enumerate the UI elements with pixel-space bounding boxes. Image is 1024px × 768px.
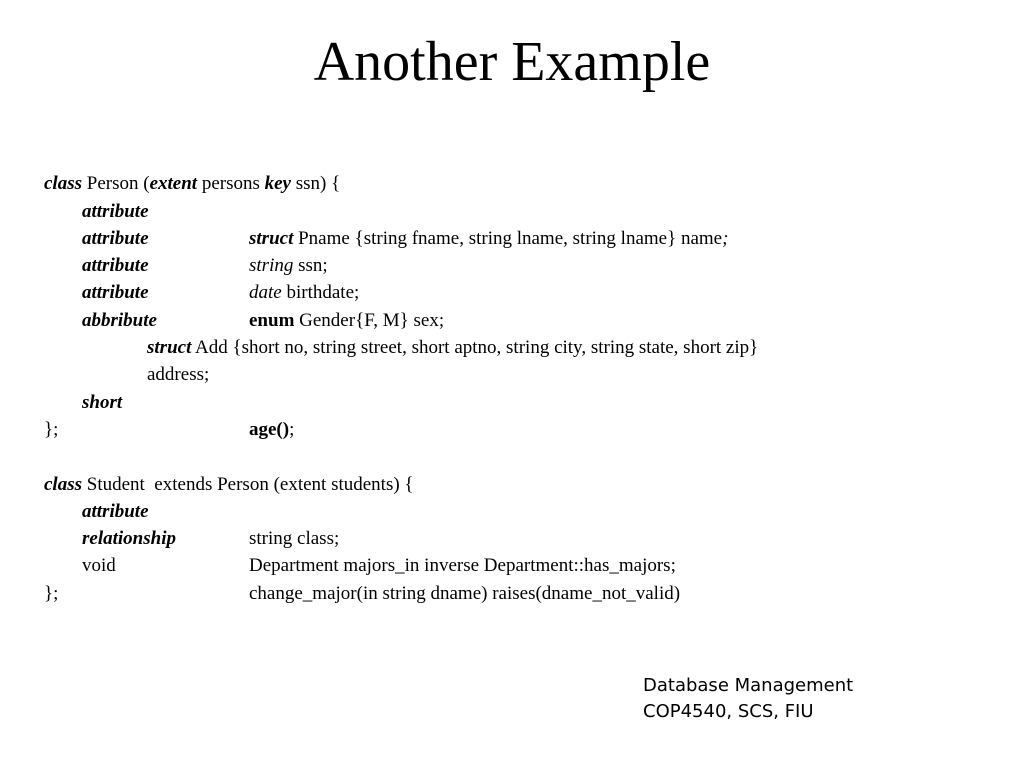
keyword-extent: extent [149, 173, 198, 195]
text: }; [44, 418, 59, 440]
text: change_major(in string dname) raises(dname_not_valid) [249, 582, 681, 604]
type-date: date [249, 282, 282, 304]
keyword-void: void [82, 555, 116, 577]
text: persons [197, 173, 265, 195]
keyword-abbribute: abbribute [82, 309, 157, 331]
keyword-key: key [264, 173, 291, 195]
text: ; [289, 418, 295, 440]
keyword-attribute: attribute [82, 255, 149, 277]
type-string: string [249, 255, 294, 277]
keyword-short: short [82, 391, 123, 413]
keyword-attribute: attribute [82, 282, 149, 304]
text: Pname {string fname, string lname, string lname} name [293, 227, 723, 249]
student-class-header [44, 443, 414, 495]
text: birthdate; [281, 282, 360, 304]
text: Department majors_in inverse Department::has_majors; [249, 555, 676, 577]
text: Person ( [82, 173, 150, 195]
footer [643, 673, 853, 725]
text: ssn; [293, 255, 328, 277]
code-block [44, 143, 759, 604]
keyword-enum: enum [249, 309, 295, 331]
class-close [44, 552, 63, 604]
footer-course: Database Management [643, 675, 854, 696]
keyword-attribute: attribute [82, 227, 149, 249]
text: Add {short no, string street, short aptno, string city, string state, short zip} [191, 337, 759, 359]
method-name: age() [249, 418, 290, 440]
text: Student extends Person (extent students) { [82, 473, 414, 495]
keyword-attribute: attribute [82, 500, 149, 522]
person-class-header [44, 143, 341, 195]
class-close [44, 389, 63, 440]
keyword-attribute: attribute [82, 200, 149, 222]
text: }; [44, 582, 59, 604]
text: string class; [249, 528, 340, 550]
footer-school: COP4540, SCS, FIU [643, 701, 814, 722]
keyword-relationship: relationship [82, 528, 176, 550]
keyword-class: class [44, 173, 82, 195]
keyword-struct: struct [249, 227, 294, 249]
text: address; [147, 364, 210, 386]
text: ssn) { [291, 173, 341, 195]
slide-title: Another Example [313, 31, 711, 93]
keyword-struct: struct [147, 337, 192, 359]
text: Gender{F, M} sex; [294, 309, 445, 331]
text: ; [722, 227, 729, 249]
keyword-class: class [44, 473, 82, 495]
